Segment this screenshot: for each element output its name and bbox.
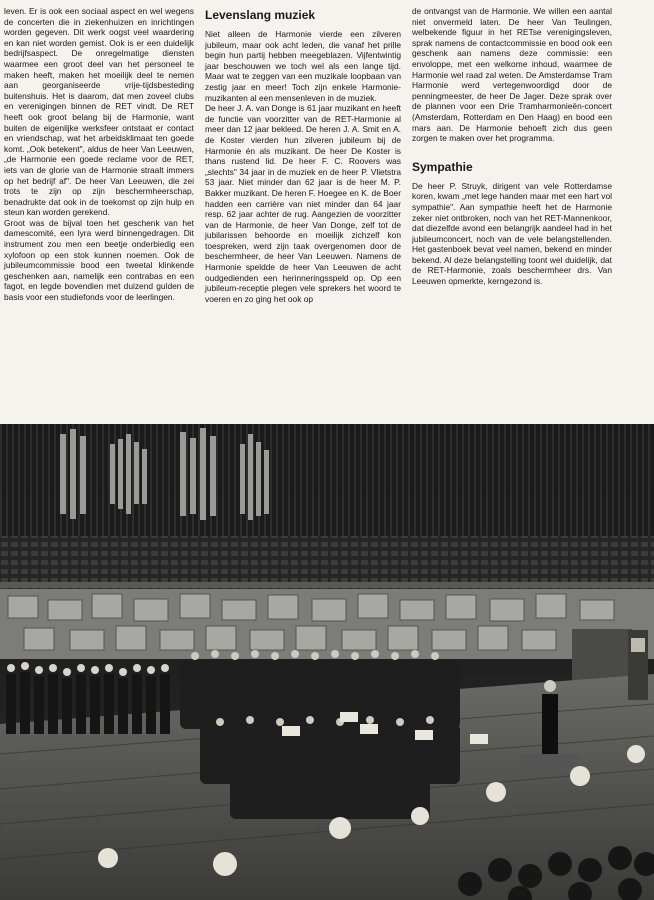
- section-heading-levenslang-muziek: Levenslang muziek: [205, 8, 316, 22]
- concert-hall-photo: [0, 424, 654, 900]
- text-column-1: [4, 6, 194, 303]
- paragraph: leven. Er is ook een sociaal aspect en wel wegens de concerten die in ziekenhuizen en inrichtingen worden gegeven. Dit werk oogst veel waardering en kan niet worden gemist. Ook is er een duidelijk bedrijfsaspect. De onregelmatige diensten waarmee een groot deel van het personeel te maken heeft, maken het moeilijk deel te nemen aan georganiseerde vrije-tijdsbesteding buitenshuis. Het is daarom, dat men zoveel clubs en verenigingen binnen de RET vindt. De RET heeft ook groot belang bij de Harmonie, want buiten de eigenlijke werksfeer ontstaat er contact en vriendschap, wat het arbeidsklimaat ten goede komt. „Ook betekent", aldus de heer Van Leeuwen, „de Harmonie een goede reclame voor de RET, iets van de glorie van de Harmonie straalt immers op het bedrijf af". De heer Van Leeuwen, die zei trots te zijn op zijn beschermheerschap, benadrukte dat ook in de toekomst op zijn hulp en steun kan worden gerekend.: [4, 6, 194, 218]
- text-column-2: [205, 6, 401, 304]
- section-heading-sympathie: Sympathie: [412, 159, 473, 174]
- paragraph: de ontvangst van de Harmonie. We willen een aantal niet onvermeld laten. De heer Van Teulingen, welbekende figuur in het RETse verenigingsleven, sprak namens de contactcommissie en bood ook een geschenk aan namens deze commissie: een envoloppe, met een welkome inhoud, waarmee de Harmonie wel raad zal weten. De Amsterdamse Tram Harmonie werd vertegenwoordigd door de penningmeester, de heer De Jager. Deze sprak over de plannen voor een Drie Tramharmonieën-concert (Amsterdam, Rotterdam en Den Haag) en bood een mars aan. De Harmonie behoeft zich dus geen zorgen te maken over het programma.: [412, 6, 612, 144]
- paragraph: Groot was de bijval toen het geschenk van het damescomité, een lyra werd binnengedragen. Dit instrument zou men een beetje onderbiedig een xylofoon op een stok kunnen noemen. Ook de jubileumcommissie bood een tweetal klinkende geschenken aan, namelijk een contrabas en een fagot, en legde bovendien met duizend gulden de basis voor een studiefonds voor de leerlingen.: [4, 217, 194, 303]
- paragraph: De heer P. Struyk, dirigent van vele Rotterdamse koren, kwam „met lege handen maar met een hart vol sympathie". Aan sympathie heeft het de Harmonie zeker niet ontbroken, noch van het RET-Mannenkoor, dat diezelfde avond een belangrijk aandeel had in het jubileumconcert, noch van de vele belangstellenden. Het gastenboek bevat veel namen, bekend en minder bekend. Al deze belangstelling toont wel duidelijk, dat de RET-Harmonie, zoals beschermheer drs. Van Leeuwen opmerkte, kerngezond is.: [412, 180, 612, 287]
- article-text: [0, 0, 654, 420]
- paragraph: De heer J. A. van Donge is 61 jaar muzikant en heeft de functie van voorzitter van de RET-Harmonie al meer dan 12 jaar bekleed. De heren J. A. Smit en A. de Koster vierden hun zilveren jubileum bij de Harmonie én als muzikant. De heer De Koster is thans rustend lid. De heer F. C. Roovers was „slechts" 34 jaar in de muziek en de heer P. Vlietstra 53 jaar. Niet minder dan 62 jaar is de heer M. P. Bakker muzikant. De heren F. Hoegee en K. de Boer hadden een carrière van niet minder dan 64 jaar resp. 62 jaar achter de rug. Aangezien de voorzitter van de Harmonie, de heer Van Donge, zelf tot de jubilarissen behoorde en moeilijk zichzelf kon toespreken, werd zijn taak overgenomen door de beschermheer, de heer Van Leeuwen. Namens de Harmonie speldde de heer Van Leeuwen de acht oudgedienden een herinneringsspeld op. Op een jubileum-receptie plegen vele sprekers het woord te voeren en zo ging het ook op: [205, 103, 401, 304]
- text-column-3: [412, 6, 612, 287]
- paragraph: Niet alleen de Harmonie vierde een zilveren jubileum, maar ook acht leden, die vanaf het prille begin hun partij hebben meegeblazen. Vijfentwintig jaar beschouwen we toch wel als een lange tijd. Maar wat te zeggen van een muzikale loopbaan van zestig jaar en meer! Toch zijn enkele Harmonie-muzikanten al een mensenleven in de muziek.: [205, 29, 401, 103]
